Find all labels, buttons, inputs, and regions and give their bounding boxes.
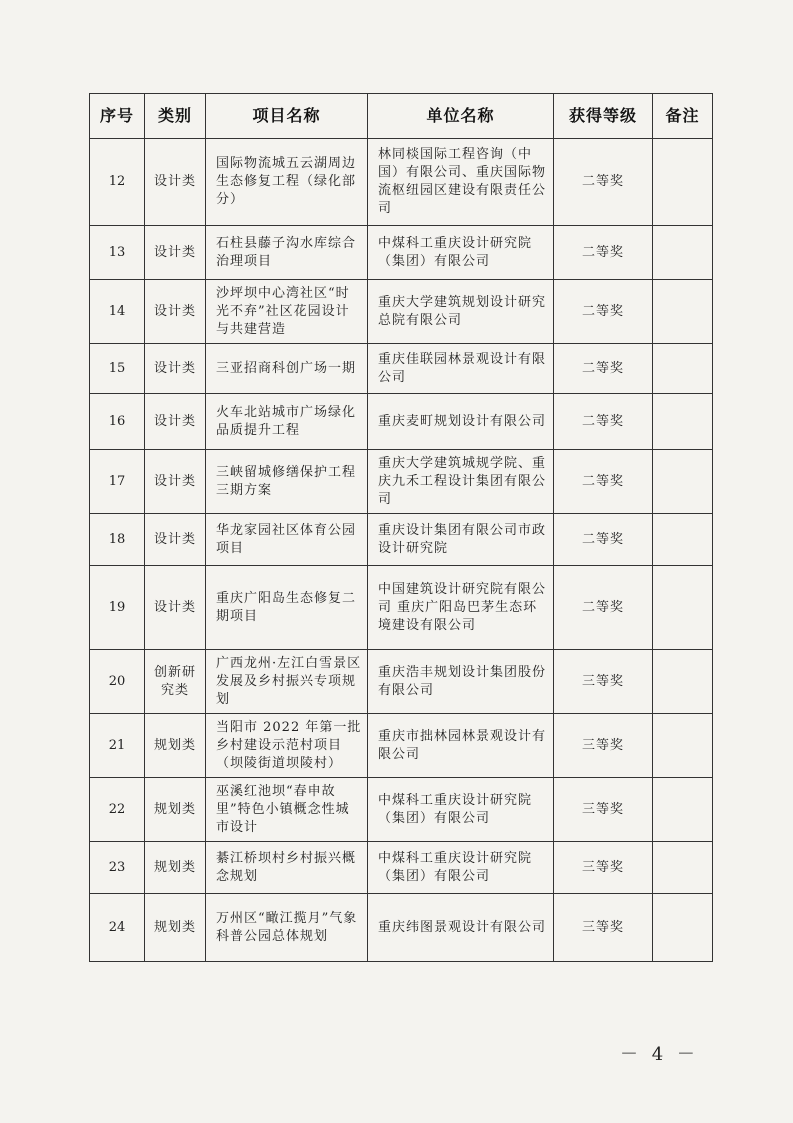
header-project: 项目名称 <box>206 94 368 139</box>
cell-note <box>653 714 713 778</box>
cell-level: 二等奖 <box>554 566 653 650</box>
cell-category: 规划类 <box>145 714 206 778</box>
cell-level: 二等奖 <box>554 514 653 566</box>
table-row <box>90 778 713 842</box>
cell-level: 二等奖 <box>554 226 653 280</box>
table-header-row <box>90 94 713 139</box>
header-note: 备注 <box>653 94 713 139</box>
table-row <box>90 280 713 344</box>
cell-note <box>653 514 713 566</box>
cell-no: 18 <box>90 514 145 566</box>
cell-no: 23 <box>90 842 145 894</box>
cell-unit: 中煤科工重庆设计研究院（集团）有限公司 <box>368 778 554 842</box>
cell-note <box>653 842 713 894</box>
cell-unit: 重庆设计集团有限公司市政设计研究院 <box>368 514 554 566</box>
table-row <box>90 139 713 226</box>
table-row <box>90 714 713 778</box>
cell-note <box>653 394 713 450</box>
table-row <box>90 894 713 962</box>
cell-category: 规划类 <box>145 894 206 962</box>
cell-category: 设计类 <box>145 394 206 450</box>
cell-unit: 重庆纬图景观设计有限公司 <box>368 894 554 962</box>
awards-table <box>89 93 713 962</box>
header-category: 类别 <box>145 94 206 139</box>
cell-category: 规划类 <box>145 778 206 842</box>
cell-unit: 重庆市拙林园林景观设计有限公司 <box>368 714 554 778</box>
cell-no: 16 <box>90 394 145 450</box>
cell-level: 三等奖 <box>554 894 653 962</box>
cell-level: 三等奖 <box>554 778 653 842</box>
cell-project: 华龙家园社区体育公园项目 <box>206 514 368 566</box>
cell-unit: 重庆佳联园林景观设计有限公司 <box>368 344 554 394</box>
cell-project: 三峡留城修缮保护工程三期方案 <box>206 450 368 514</box>
header-unit: 单位名称 <box>368 94 554 139</box>
table-row <box>90 226 713 280</box>
cell-note <box>653 226 713 280</box>
cell-no: 17 <box>90 450 145 514</box>
cell-level: 二等奖 <box>554 394 653 450</box>
cell-category: 设计类 <box>145 226 206 280</box>
cell-note <box>653 566 713 650</box>
cell-no: 15 <box>90 344 145 394</box>
cell-project: 三亚招商科创广场一期 <box>206 344 368 394</box>
cell-note <box>653 344 713 394</box>
cell-level: 三等奖 <box>554 842 653 894</box>
cell-project: 万州区“瞰江揽月”气象科普公园总体规划 <box>206 894 368 962</box>
cell-unit: 重庆大学建筑城规学院、重庆九禾工程设计集团有限公司 <box>368 450 554 514</box>
cell-category: 设计类 <box>145 280 206 344</box>
table-row <box>90 394 713 450</box>
table-row <box>90 566 713 650</box>
cell-project: 巫溪红池坝“春申故里”特色小镇概念性城市设计 <box>206 778 368 842</box>
cell-note <box>653 778 713 842</box>
table-row <box>90 450 713 514</box>
cell-level: 二等奖 <box>554 344 653 394</box>
cell-level: 三等奖 <box>554 650 653 714</box>
cell-unit: 重庆浩丰规划设计集团股份有限公司 <box>368 650 554 714</box>
cell-level: 二等奖 <box>554 450 653 514</box>
cell-category: 设计类 <box>145 344 206 394</box>
table-row <box>90 842 713 894</box>
cell-unit: 重庆麦町规划设计有限公司 <box>368 394 554 450</box>
page-number: － 4 － <box>620 1044 699 1065</box>
cell-no: 20 <box>90 650 145 714</box>
cell-project: 綦江桥坝村乡村振兴概念规划 <box>206 842 368 894</box>
cell-category: 设计类 <box>145 566 206 650</box>
header-no: 序号 <box>90 94 145 139</box>
cell-project: 火车北站城市广场绿化品质提升工程 <box>206 394 368 450</box>
cell-note <box>653 650 713 714</box>
cell-unit: 中煤科工重庆设计研究院（集团）有限公司 <box>368 842 554 894</box>
cell-level: 三等奖 <box>554 714 653 778</box>
cell-unit: 林同棪国际工程咨询（中国）有限公司、重庆国际物流枢纽园区建设有限责任公司 <box>368 139 554 226</box>
cell-level: 二等奖 <box>554 280 653 344</box>
table-row <box>90 514 713 566</box>
cell-note <box>653 139 713 226</box>
cell-note <box>653 450 713 514</box>
cell-level: 二等奖 <box>554 139 653 226</box>
cell-category: 创新研究类 <box>145 650 206 714</box>
cell-project: 重庆广阳岛生态修复二期项目 <box>206 566 368 650</box>
cell-no: 12 <box>90 139 145 226</box>
cell-no: 13 <box>90 226 145 280</box>
cell-project: 当阳市 2022 年第一批乡村建设示范村项目（坝陵街道坝陵村） <box>206 714 368 778</box>
table-row <box>90 650 713 714</box>
cell-project: 广西龙州·左江白雪景区发展及乡村振兴专项规划 <box>206 650 368 714</box>
cell-category: 设计类 <box>145 514 206 566</box>
cell-project: 石柱县藤子沟水库综合治理项目 <box>206 226 368 280</box>
cell-no: 24 <box>90 894 145 962</box>
cell-note <box>653 280 713 344</box>
cell-no: 21 <box>90 714 145 778</box>
cell-note <box>653 894 713 962</box>
table-row <box>90 344 713 394</box>
cell-no: 19 <box>90 566 145 650</box>
cell-category: 规划类 <box>145 842 206 894</box>
cell-category: 设计类 <box>145 139 206 226</box>
cell-project: 沙坪坝中心湾社区“时光不弃”社区花园设计与共建营造 <box>206 280 368 344</box>
cell-no: 14 <box>90 280 145 344</box>
cell-category: 设计类 <box>145 450 206 514</box>
cell-unit: 重庆大学建筑规划设计研究总院有限公司 <box>368 280 554 344</box>
cell-project: 国际物流城五云湖周边生态修复工程（绿化部分） <box>206 139 368 226</box>
header-level: 获得等级 <box>554 94 653 139</box>
cell-no: 22 <box>90 778 145 842</box>
cell-unit: 中国建筑设计研究院有限公司 重庆广阳岛巴茅生态环境建设有限公司 <box>368 566 554 650</box>
cell-unit: 中煤科工重庆设计研究院（集团）有限公司 <box>368 226 554 280</box>
